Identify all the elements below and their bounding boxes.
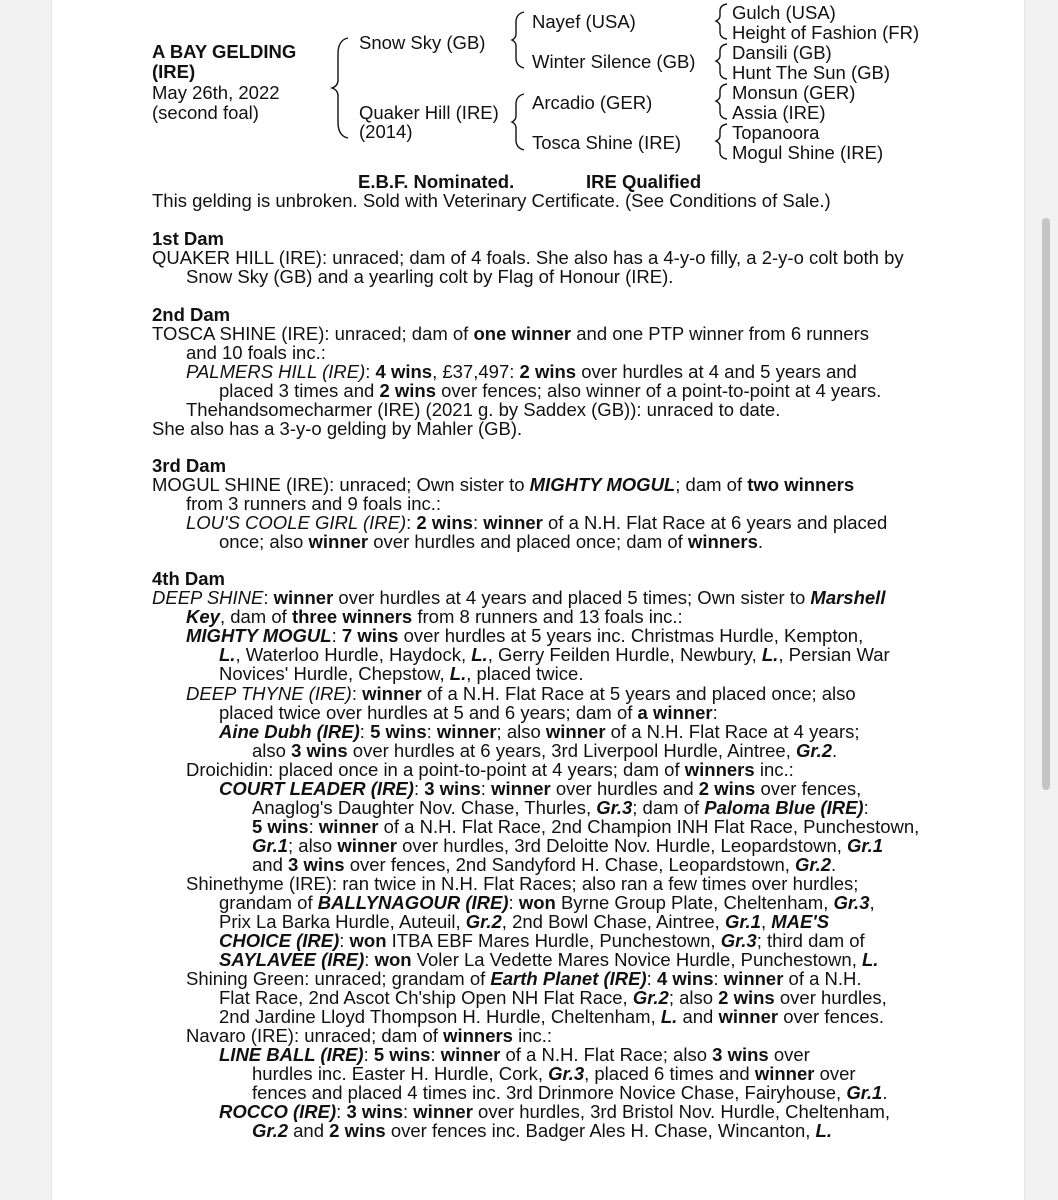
- droichidin-line: Droichidin: placed once in a point-to-point at 4 years; dam of winners inc.:: [186, 759, 794, 780]
- sire-dam: Winter Silence (GB): [532, 51, 696, 72]
- shinethyme-line4: CHOICE (IRE): won ITBA EBF Mares Hurdle, Punchestown, Gr.3; third dam of: [219, 930, 865, 951]
- palmers-hill-line2: placed 3 times and 2 wins over fences; also winner of a point-to-point at 4 years.: [219, 380, 882, 401]
- navaro-line: Navaro (IRE): unraced; dam of winners inc.:: [186, 1025, 553, 1046]
- dam-dam: Tosca Shine (IRE): [532, 132, 682, 153]
- thehandsomecharmer-line: Thehandsomecharmer (IRE) (2021 g. by Saddex (GB)): unraced to date.: [186, 399, 781, 420]
- shinethyme-line1: Shinethyme (IRE): ran twice in N.H. Flat Races; also ran a few times over hurdles;: [186, 873, 859, 894]
- lous-coole-girl-line1: LOU'S COOLE GIRL (IRE): 2 wins: winner of a N.H. Flat Race at 6 years and placed: [186, 512, 888, 533]
- shining-green-line2: Flat Race, 2nd Ascot Ch'ship Open NH Flat Race, Gr.2; also 2 wins over hurdles,: [219, 987, 887, 1008]
- brace-main: [332, 38, 348, 138]
- dam3-line2: from 3 runners and 9 foals inc.:: [186, 493, 442, 514]
- lot-title-line2: (IRE): [152, 61, 196, 82]
- shinethyme-line5: SAYLAVEE (IRE): won Voler La Vedette Mares Novice Hurdle, Punchestown, L.: [219, 949, 879, 970]
- dam1-line2: Snow Sky (GB) and a yearling colt by Flag of Honour (IRE).: [186, 266, 674, 287]
- dam-year: (2014): [359, 121, 413, 142]
- shining-green-line1: Shining Green: unraced; grandam of Earth Planet (IRE): 4 wins: winner of a N.H.: [186, 968, 862, 989]
- dam1-line1: QUAKER HILL (IRE): unraced; dam of 4 foals. She also has a 4-y-o filly, a 2-y-o colt both by: [152, 247, 904, 268]
- dd-dam: Mogul Shine (IRE): [732, 142, 884, 163]
- aine-dubh-line2: also 3 wins over hurdles at 6 years, 3rd Liverpool Hurdle, Aintree, Gr.2.: [252, 740, 838, 761]
- brace-sire: [512, 12, 524, 68]
- ss-sire: Gulch (USA): [732, 2, 836, 23]
- court-leader-line2: Anaglog's Daughter Nov. Chase, Thurles, Gr.3; dam of Paloma Blue (IRE):: [252, 797, 869, 818]
- line-ball-line2: hurdles inc. Easter H. Hurdle, Cork, Gr.3, placed 6 times and winner over: [252, 1063, 856, 1084]
- brace-dd: [716, 124, 727, 159]
- dam2-heading: 2nd Dam: [152, 304, 231, 325]
- dam1-heading: 1st Dam: [152, 228, 224, 249]
- dam-name: Quaker Hill (IRE): [359, 102, 499, 123]
- foal-note: (second foal): [152, 102, 259, 123]
- brace-dam: [512, 94, 524, 150]
- dam2-line2: and 10 foals inc.:: [186, 342, 326, 363]
- ds-dam: Assia (IRE): [732, 102, 826, 123]
- line-ball-line1: LINE BALL (IRE): 5 wins: winner of a N.H. Flat Race; also 3 wins over: [219, 1044, 810, 1065]
- dam3-heading: 3rd Dam: [152, 455, 227, 476]
- ds-sire: Monsun (GER): [732, 82, 856, 103]
- ebf-nominated: E.B.F. Nominated.: [358, 171, 515, 192]
- dam3-line1: MOGUL SHINE (IRE): unraced; Own sister to MIGHTY MOGUL; dam of two winners: [152, 474, 855, 495]
- shinethyme-line2: grandam of BALLYNAGOUR (IRE): won Byrne Group Plate, Cheltenham, Gr.3,: [219, 892, 875, 913]
- sire-sire: Nayef (USA): [532, 11, 636, 32]
- paloma-blue-line3: and 3 wins over fences, 2nd Sandyford H. Chase, Leopardstown, Gr.2.: [252, 854, 837, 875]
- dd-sire: Topanoora: [732, 122, 820, 143]
- sd-dam: Hunt The Sun (GB): [732, 62, 891, 83]
- brace-sd: [716, 44, 727, 79]
- deep-shine-line1: DEEP SHINE: winner over hurdles at 4 years and placed 5 times; Own sister to Marshell: [152, 587, 886, 608]
- sd-sire: Dansili (GB): [732, 42, 832, 63]
- dam-sire: Arcadio (GER): [532, 92, 653, 113]
- line-ball-line3: fences and placed 4 times inc. 3rd Drinmore Novice Chase, Fairyhouse, Gr.1.: [252, 1082, 888, 1103]
- lous-coole-girl-line2: once; also winner over hurdles and placed once; dam of winners.: [219, 531, 764, 552]
- court-leader-line1: COURT LEADER (IRE): 3 wins: winner over hurdles and 2 wins over fences,: [219, 778, 862, 799]
- ire-qualified: IRE Qualified: [586, 171, 702, 192]
- rocco-line1: ROCCO (IRE): 3 wins: winner over hurdles, 3rd Bristol Nov. Hurdle, Cheltenham,: [219, 1101, 891, 1122]
- deep-thyne-line1: DEEP THYNE (IRE): winner of a N.H. Flat Race at 5 years and placed once; also: [186, 683, 856, 704]
- shinethyme-line3: Prix La Barka Hurdle, Auteuil, Gr.2, 2nd Bowl Chase, Aintree, Gr.1, MAE'S: [219, 911, 830, 932]
- dam2-also: She also has a 3-y-o gelding by Mahler (GB).: [152, 418, 523, 439]
- foaled-date: May 26th, 2022: [152, 82, 280, 103]
- mighty-mogul-line3: Novices' Hurdle, Chepstow, L., placed twice.: [219, 663, 584, 684]
- mighty-mogul-line2: L., Waterloo Hurdle, Haydock, L., Gerry Feilden Hurdle, Newbury, L., Persian War: [219, 644, 890, 665]
- palmers-hill-line1: PALMERS HILL (IRE): 4 wins, £37,497: 2 wins over hurdles at 4 and 5 years and: [186, 361, 857, 382]
- paloma-blue-line1: 5 wins: winner of a N.H. Flat Race, 2nd Champion INH Flat Race, Punchestown,: [252, 816, 920, 837]
- dam4-heading: 4th Dam: [152, 568, 225, 589]
- shining-green-line3: 2nd Jardine Lloyd Thompson H. Hurdle, Cheltenham, L. and winner over fences.: [219, 1006, 885, 1027]
- mighty-mogul-line1: MIGHTY MOGUL: 7 wins over hurdles at 5 years inc. Christmas Hurdle, Kempton,: [186, 625, 864, 646]
- sale-note: This gelding is unbroken. Sold with Veterinary Certificate. (See Conditions of Sale.): [152, 190, 831, 211]
- sire-name: Snow Sky (GB): [359, 32, 486, 53]
- ss-dam: Height of Fashion (FR): [732, 22, 920, 43]
- deep-shine-line2: Key, dam of three winners from 8 runners and 13 foals inc.:: [186, 606, 683, 627]
- dam2-line1: TOSCA SHINE (IRE): unraced; dam of one winner and one PTP winner from 6 runners: [152, 323, 869, 344]
- deep-thyne-line2: placed twice over hurdles at 5 and 6 years; dam of a winner:: [219, 702, 718, 723]
- brace-ds: [716, 84, 727, 119]
- paloma-blue-line2: Gr.1; also winner over hurdles, 3rd Deloitte Nov. Hurdle, Leopardstown, Gr.1: [252, 835, 884, 856]
- scrollbar[interactable]: [1042, 218, 1050, 790]
- brace-ss: [716, 4, 727, 39]
- aine-dubh-line1: Aine Dubh (IRE): 5 wins: winner; also winner of a N.H. Flat Race at 4 years;: [219, 721, 860, 742]
- rocco-line2: Gr.2 and 2 wins over fences inc. Badger Ales H. Chase, Wincanton, L.: [252, 1120, 832, 1141]
- lot-title-line1: A BAY GELDING: [152, 41, 297, 62]
